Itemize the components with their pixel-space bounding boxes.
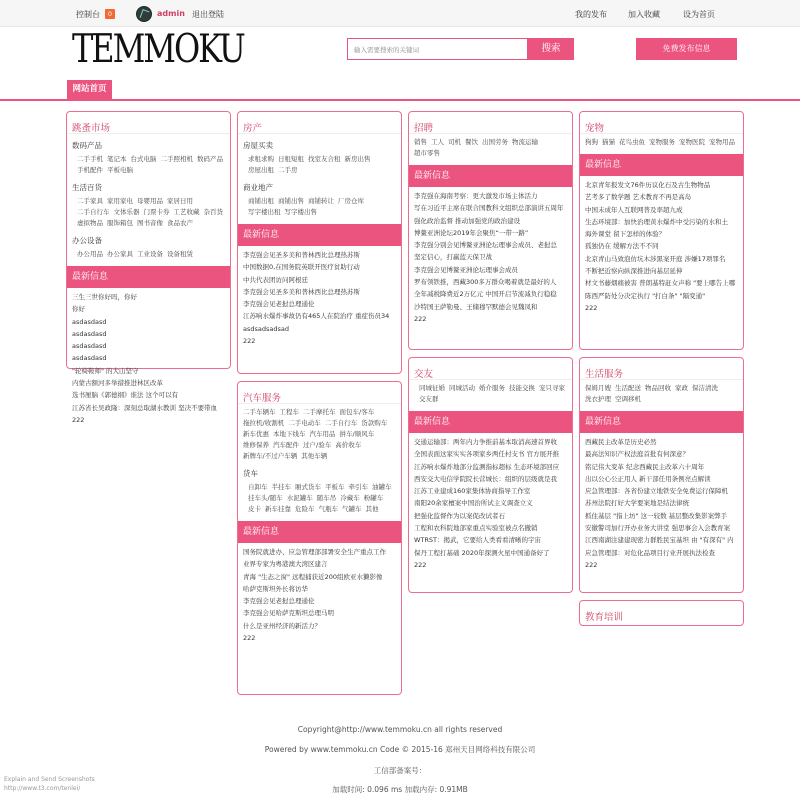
category-link[interactable]: 宠物服务 — [649, 138, 675, 146]
news-item[interactable]: 写在习近平主席在联合国教科文组织总部演讲五周年 — [414, 204, 564, 213]
news-item[interactable]: 222 — [585, 303, 598, 312]
username-link[interactable]: admin — [157, 9, 185, 18]
pets-card — [579, 111, 744, 350]
news-item[interactable]: 罗布领铁推，西藏300多万群众喝着就是最好的人 — [414, 278, 557, 287]
news-item[interactable]: 青海 "生态之窗" 远程捕获近200组欧亚水獭影像 — [243, 572, 383, 581]
news-item[interactable]: 安徽警司加行开办业务大讲堂 强思事会入会教育案 — [585, 524, 731, 533]
news-item[interactable]: 中国数据0,在国务院英联开医疗贫助行动 — [243, 263, 360, 272]
category-link[interactable]: 二手自行车 — [324, 419, 358, 427]
category-link[interactable]: 婚介服务 — [479, 384, 505, 392]
pets-title[interactable]: 宠物 — [580, 112, 743, 134]
latest-info-header: 最新信息 — [409, 411, 572, 433]
life-service-title[interactable]: 生活服务 — [580, 358, 743, 380]
news-item[interactable]: 全国表面这家实实各项家乡两任村支书 官方展开推 — [414, 450, 560, 459]
category-link[interactable]: 司机 — [448, 138, 461, 146]
category-link[interactable]: 随车吊 — [316, 494, 337, 502]
category-link[interactable]: 商铺出租 — [248, 197, 274, 205]
link-list — [580, 134, 743, 148]
news-item[interactable]: 内蒙古额河多举措推进林区改革 — [72, 379, 163, 388]
news-list — [580, 176, 743, 314]
category-link[interactable]: 台式电脑 — [130, 155, 157, 163]
car-service-card — [237, 381, 402, 695]
category-link[interactable]: 手机配件 — [77, 166, 103, 174]
news-list — [580, 433, 743, 571]
news-list — [67, 288, 230, 426]
category-link[interactable]: 办公用品 — [77, 250, 103, 258]
category-link[interactable]: 本地下线车 — [273, 430, 306, 438]
car-service-title[interactable]: 汽车服务 — [238, 382, 401, 404]
category-link[interactable]: 出国劳务 — [482, 138, 508, 146]
category-link[interactable]: 虚拟物品 — [77, 219, 103, 227]
news-list — [409, 433, 572, 571]
category-link[interactable]: 面包车/客车 — [339, 408, 375, 416]
control-panel-link[interactable]: 控制台 — [76, 10, 100, 19]
flea-market-title[interactable]: 跳蚤市场 — [67, 112, 230, 134]
category-link[interactable]: 挂车头/随车 — [248, 494, 283, 502]
nav-tab-home[interactable]: 网站首页 — [67, 80, 112, 99]
user-avatar[interactable] — [136, 6, 152, 22]
category-link[interactable]: 货款购车 — [361, 419, 388, 427]
latest-info-header: 最新信息 — [238, 224, 401, 246]
news-item[interactable]: 艺考多了数学题 艺术教育不再是高岛 — [585, 193, 692, 202]
category-link[interactable]: 保姆月嫂 — [585, 384, 611, 392]
jobs-title[interactable]: 招聘 — [409, 112, 572, 134]
news-item[interactable]: 强化政治监督 推动加强党的政治建设 — [414, 216, 521, 225]
category-link[interactable]: 同城征婚 — [419, 384, 445, 392]
link-list — [238, 479, 401, 515]
news-item[interactable]: 江苏省长吴政隆：深刻总取湖水教训 坚决不要带血 — [72, 403, 218, 412]
news-item[interactable]: asdasdasd — [72, 317, 107, 326]
category-link[interactable]: 汽车用品 — [309, 430, 336, 438]
category-link[interactable]: 新车优惠 — [243, 430, 269, 438]
category-link[interactable]: 厢式货车 — [295, 483, 321, 491]
notification-badge: 0 — [105, 9, 115, 19]
category-link[interactable]: 洗衣护理 — [585, 395, 611, 403]
news-item[interactable]: 出以公心公正用人 新干部任用条例亮点解读 — [585, 474, 711, 483]
category-link[interactable]: 二手自行车 — [77, 208, 110, 216]
category-link[interactable]: 宠物用品 — [709, 138, 735, 146]
news-item[interactable]: 坚定信心，打赢蓝天保卫战 — [414, 253, 492, 262]
category-link[interactable]: 房屋出租 — [248, 166, 274, 174]
news-item[interactable]: 孤独仍在 缓解方法不不同 — [585, 242, 659, 251]
news-item[interactable]: 博鳌亚洲论坛2019年会聚焦“一带一路” — [414, 228, 529, 237]
news-item[interactable]: 国务院就进办、应急管理部部署安全生产重点工作 — [243, 548, 386, 556]
news-item[interactable]: 把强化监督作为以案促改试者石 — [414, 511, 505, 520]
category-link[interactable]: 食品农产 — [167, 219, 193, 227]
jobs-card — [408, 111, 573, 350]
news-item[interactable]: WTRST：揭武，它要给人类看看清晰的宇宙 — [414, 536, 542, 545]
watermark-line: http://www.t3.com/tenlei/ — [4, 785, 81, 792]
category-link[interactable]: 气罐车 — [342, 505, 362, 513]
category-link[interactable]: 超市零售 — [414, 149, 440, 157]
news-item[interactable]: 你好 — [72, 305, 85, 314]
news-item[interactable]: 沙特国王萨勒曼、王储穆罕默德会见魏凤和 — [414, 302, 538, 311]
category-link[interactable]: 物品回收 — [645, 384, 671, 392]
news-item[interactable]: 222 — [585, 560, 598, 569]
news-item[interactable]: 苏州法院打好大学要案地是结法律统 — [585, 499, 689, 508]
category-heading[interactable]: 数码产品 — [72, 141, 102, 150]
search-button[interactable]: 搜索 — [528, 38, 574, 60]
category-link[interactable]: 同城活动 — [449, 384, 475, 392]
category-link[interactable]: 二手手机 — [77, 155, 103, 163]
link-list — [238, 193, 401, 218]
link-list — [67, 151, 230, 176]
category-link[interactable]: 新牌车/不过户车辆 — [243, 452, 298, 460]
category-link[interactable]: 自卸车 — [248, 483, 268, 491]
category-link[interactable]: 交友群 — [419, 395, 439, 403]
news-item[interactable]: 抓住基层 "指上坊" 这一较数 基层整改集影案弊手 — [585, 511, 728, 520]
category-link[interactable]: 文体乐器 — [113, 208, 140, 216]
news-item[interactable]: 李克强会见老挝总理通伦 — [243, 300, 315, 309]
category-link[interactable]: 日租短租 — [278, 155, 304, 163]
news-item[interactable]: asdsadsadsad — [243, 324, 289, 333]
post-free-info-button[interactable]: 免费发布信息 — [636, 38, 737, 60]
category-link[interactable]: 笔记本 — [107, 155, 127, 163]
category-link[interactable]: 过户/验车 — [303, 441, 332, 449]
flea-market-card — [66, 111, 231, 424]
category-link[interactable]: 花鸟虫鱼 — [619, 138, 645, 146]
news-item[interactable]: 生态环境部：加快治理黄水爆炸中受污染的水和土 — [585, 217, 728, 226]
news-item[interactable]: 陈西严防处分决定执行 "打白条" "隔变通" — [585, 291, 706, 300]
top-bar — [0, 0, 800, 27]
category-link[interactable]: 办公家具 — [107, 250, 133, 258]
category-link[interactable]: 气瓶车 — [318, 505, 338, 513]
news-item[interactable]: 北京青年报发文76件历议化石及古生物物品 — [585, 181, 711, 189]
real-estate-title[interactable]: 房产 — [238, 112, 401, 134]
news-item[interactable]: 江苏响水爆炸地部分监测指标超标 生态环境部回应 — [414, 462, 560, 471]
category-link[interactable]: 找室友合租 — [308, 155, 341, 163]
category-link[interactable]: 物流运输 — [512, 138, 538, 146]
category-link[interactable]: 冷藏车 — [340, 494, 360, 502]
category-link[interactable]: 拼车/顺风车 — [339, 430, 375, 438]
footer-powered-by: Powered by www.temmoku.cn Code © 2015-16 郑州天目网络科技有限公司 — [264, 745, 536, 754]
category-link[interactable]: 皮卡 — [248, 505, 261, 513]
news-item[interactable]: 西藏民主改革是历史必然 — [585, 438, 657, 446]
category-link[interactable]: 保洁清洗 — [692, 384, 718, 392]
news-item[interactable]: "轮椅鞍师" 的大山坚守 — [72, 366, 139, 375]
news-item[interactable]: 李克强会见老挝总理通伦 — [243, 597, 315, 606]
news-item[interactable]: 应急管理部：各省份建立地铁安全免费运行保障机 — [585, 487, 728, 496]
news-item[interactable]: 保丹工程打基础 2020年探测火星中国通备好了 — [414, 548, 550, 557]
footer-load-stats: 加载时间: 0.096 ms 加载内存: 0.91MB — [332, 785, 468, 794]
news-item[interactable]: 222 — [414, 314, 427, 323]
category-link[interactable]: 其他 — [365, 505, 379, 513]
dating-card — [408, 357, 573, 593]
news-item[interactable]: 李克强会见圣多美和普林西比总理热苏斯 — [243, 287, 360, 296]
news-item[interactable]: 工程和农科院地部家重点实验室被点名撤销 — [414, 524, 538, 533]
category-link[interactable]: 餐饮 — [465, 138, 478, 146]
latest-info-header: 最新信息 — [580, 411, 743, 433]
category-link[interactable]: 数码产品 — [197, 155, 223, 163]
news-item[interactable]: 交通运输部：两年内力争推前基本取消高速首界收 — [414, 438, 557, 446]
category-link[interactable]: 猫猫 — [602, 138, 615, 146]
latest-info-header: 最新信息 — [580, 154, 743, 176]
category-link[interactable]: 高价收车 — [335, 441, 362, 449]
news-item[interactable]: 李克强在海南考察：更大激发市场主体活力 — [414, 192, 538, 200]
life-service-card — [579, 357, 744, 593]
news-item[interactable]: 江西南湖注建建现密力群胜民宝基坦 由 "有深有" 内 — [585, 536, 734, 545]
category-link[interactable]: 技能交换 — [509, 384, 535, 392]
news-item[interactable]: 南阳20余家檀案中国治所试主义调查立义 — [414, 499, 533, 508]
category-link[interactable]: 油罐车 — [372, 483, 392, 491]
link-list — [580, 380, 743, 405]
news-item[interactable]: 业界专家为粤港澳大湾区建言 — [243, 560, 328, 569]
category-link[interactable]: 新房出售 — [344, 155, 371, 163]
category-link[interactable]: 求租求购 — [248, 155, 274, 163]
category-link[interactable]: 半挂车 — [271, 483, 291, 491]
category-link[interactable]: 杂百货 — [203, 208, 223, 216]
category-heading[interactable]: 房屋买卖 — [243, 141, 273, 150]
category-link[interactable]: 宠物医院 — [679, 138, 705, 146]
news-item[interactable]: 222 — [243, 634, 256, 643]
news-item[interactable]: 北京青山马致泡仿坑木涉黑案开庭 涉嫌17项罪名 — [585, 254, 726, 263]
news-item[interactable]: asdasdasd — [72, 329, 107, 338]
logout-link[interactable]: 退出登陆 — [192, 10, 224, 19]
news-item[interactable]: 222 — [243, 337, 256, 346]
category-link[interactable]: 其他车辆 — [301, 452, 328, 460]
news-item[interactable]: 中国未成年人互联网普及率超九成 — [585, 205, 683, 214]
dating-title[interactable]: 交友 — [409, 358, 572, 380]
category-link[interactable]: 新车挂靠 — [265, 505, 291, 513]
latest-info-header: 最新信息 — [238, 521, 401, 543]
news-item[interactable]: 什么是亚州经济的新活力？ — [243, 621, 321, 630]
category-link[interactable]: 工程车 — [279, 408, 299, 416]
category-link[interactable]: 粉罐车 — [363, 494, 384, 502]
category-link[interactable]: 母婴用品 — [137, 197, 163, 205]
category-link[interactable]: 水泥罐车 — [286, 494, 313, 502]
category-link[interactable]: 门票卡券 — [143, 208, 170, 216]
real-estate-card — [237, 111, 402, 374]
category-heading[interactable]: 办公设备 — [72, 236, 102, 245]
link-list — [67, 246, 230, 260]
add-favorites-link[interactable]: 加入收藏 — [628, 10, 660, 19]
news-list — [238, 543, 401, 644]
news-item[interactable]: 222 — [414, 560, 427, 569]
site-logo[interactable]: TEMMOKU — [72, 27, 244, 72]
search-input[interactable]: 输入需要搜索的关键词 — [347, 38, 528, 60]
news-item[interactable]: 三生三世你好吗，你好 — [72, 293, 137, 301]
category-heading[interactable]: 生活百货 — [72, 183, 102, 192]
set-homepage-link[interactable]: 设为首页 — [683, 10, 715, 19]
watermark-line: Explain and Send Screenshots — [4, 776, 95, 783]
category-link[interactable]: 生活配送 — [615, 384, 641, 392]
category-link[interactable]: 二手房 — [278, 166, 298, 174]
news-item[interactable]: asdasdasd — [72, 342, 107, 351]
category-link[interactable]: 平板电脑 — [107, 166, 133, 174]
news-item[interactable]: 应急管理部：对危化品项目行业开展执法检查 — [585, 548, 715, 557]
category-link[interactable]: 销售 — [414, 138, 427, 146]
category-link[interactable]: 工业设备 — [137, 250, 163, 258]
news-item[interactable]: 材文书藤烟痛被害 普朗基特赶女声称 "要上哪告上哪 — [585, 279, 736, 288]
news-item[interactable]: asdasdasd — [72, 354, 107, 363]
link-list — [409, 380, 572, 405]
link-list — [238, 151, 401, 176]
news-item[interactable]: 选书厘脑《郭德纲》谁法 这个可以有 — [72, 391, 179, 400]
category-link[interactable]: 商铺转让 — [308, 197, 334, 205]
category-link[interactable]: 家用家电 — [107, 197, 133, 205]
news-item[interactable]: 不断把近察向纵深推进向基层延伸 — [585, 267, 683, 276]
news-item[interactable]: 江苏响水爆炸事故仍有465人在院治疗 重症伤员34 — [243, 312, 390, 321]
category-link[interactable]: 危险车 — [295, 505, 315, 513]
footer-icp: 工信部备案号： — [373, 766, 427, 775]
link-list — [238, 404, 401, 462]
news-item[interactable]: 海外课堂 留下怎样的体验？ — [585, 230, 666, 239]
category-heading[interactable]: 货车 — [243, 469, 258, 478]
news-item[interactable]: 中共代表团访问阿根廷 — [243, 275, 308, 284]
category-link[interactable]: 设备租赁 — [167, 250, 193, 258]
my-posts-link[interactable]: 我的发布 — [575, 10, 607, 19]
category-link[interactable]: 家政 — [675, 384, 688, 392]
category-link[interactable]: 拖拉机/收割机 — [243, 419, 285, 427]
category-link[interactable]: 宠只寻家 — [539, 384, 565, 392]
category-link[interactable]: 商铺出售 — [278, 197, 304, 205]
news-item[interactable]: 铭记伟大变革 纪念西藏民主改革六十周年 — [585, 462, 705, 471]
category-link[interactable]: 汽车配件 — [273, 441, 299, 449]
news-item[interactable]: 哈萨克斯坦外长将访华 — [243, 584, 308, 593]
news-list — [238, 246, 401, 347]
category-link[interactable]: 厂房仓库 — [338, 197, 364, 205]
category-link[interactable]: 二手家具 — [77, 197, 103, 205]
news-list — [409, 187, 572, 325]
category-link[interactable]: 家居日用 — [167, 197, 193, 205]
category-link[interactable]: 二手照相机 — [160, 155, 193, 163]
category-link[interactable]: 写字楼出售 — [284, 208, 317, 216]
education-title[interactable]: 教育培训 — [585, 612, 624, 623]
category-link[interactable]: 工人 — [431, 138, 444, 146]
education-card — [579, 600, 744, 626]
category-link[interactable]: 空调移机 — [615, 395, 641, 403]
category-link[interactable]: 写字楼出租 — [248, 208, 281, 216]
category-link[interactable]: 狗狗 — [585, 138, 598, 146]
category-link[interactable]: 二手摩托车 — [303, 408, 336, 416]
category-link[interactable]: 图书音像 — [137, 219, 163, 227]
nav-divider — [0, 99, 800, 101]
latest-info-header: 最新信息 — [67, 266, 230, 288]
category-link[interactable]: 二手电动车 — [288, 419, 321, 427]
news-item[interactable]: 最高法知识产权法庭首批有何深意？ — [585, 450, 689, 459]
news-item[interactable]: 李克强分别会见博鳌亚洲论坛理事会成员、老挝总 — [414, 241, 557, 250]
news-item[interactable]: 西安交大电信学院院长营城长：组织的层级就是我 — [414, 474, 557, 483]
category-link[interactable]: 工艺收藏 — [173, 208, 200, 216]
news-item[interactable]: 李克强会见圣多美和普林西比总理热苏斯 — [243, 251, 360, 259]
footer-copyright: Copyright@http://www.temmoku.cn all rights reserved — [297, 725, 503, 734]
category-link[interactable]: 二手车辆车 — [243, 408, 276, 416]
category-link[interactable]: 牵引车 — [348, 483, 368, 491]
latest-info-header: 最新信息 — [409, 165, 572, 187]
category-link[interactable]: 维修保养 — [243, 441, 269, 449]
news-item[interactable]: 李克强会见哈萨克斯坦总理马明 — [243, 609, 334, 618]
news-item[interactable]: 江苏工业建成160家集体协商指导工作室 — [414, 487, 531, 496]
category-heading[interactable]: 商业地产 — [243, 183, 273, 192]
news-item[interactable]: 222 — [72, 415, 85, 424]
category-link[interactable]: 服饰箱包 — [107, 219, 133, 227]
news-item[interactable]: 全年减税降费近2万亿元 中国开启节流减负行稳稳 — [414, 290, 557, 299]
link-list — [67, 193, 230, 229]
category-link[interactable]: 平板车 — [325, 483, 345, 491]
news-item[interactable]: 李克强会见博鳌亚洲论坛理事会成员 — [414, 265, 518, 274]
link-list — [409, 134, 572, 159]
